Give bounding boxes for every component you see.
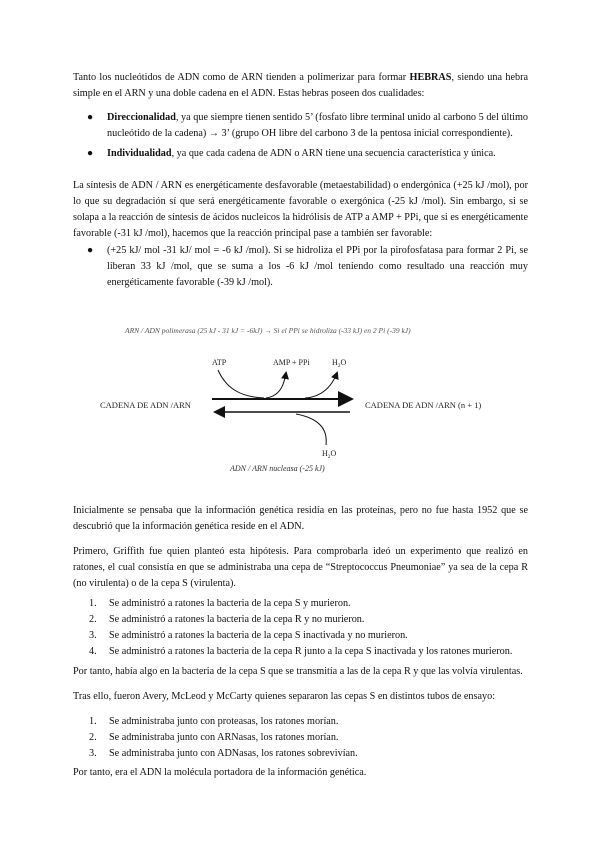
polymerase-nuclease-diagram [100, 318, 500, 478]
information-text: Inicialmente se pensaba que la información genética residía en las proteínas, pero no fue hasta 1952 que se descubrió que la información genética reside en el ADN. [73, 505, 528, 532]
step-number: 4. [89, 646, 97, 657]
intro-bold-word: HEBRAS [409, 72, 452, 83]
intro-text-after: , siendo una hebra simple en el ARN y una doble cadena en el ADN. Estas hebras poseen dos cualidades: [73, 72, 528, 99]
step-text: Se administraba junto con proteasas, los ratones morían. [109, 716, 339, 727]
atp-in-arrow [218, 370, 264, 398]
quality-text: , ya que siempre tienen sentido 5’ (fosfato libre terminal unido al carbono 5 del último nucleótido de la cadena) → 3’ (grupo OH libre del carbono 3 de la pentosa inicial correspondiente). [107, 112, 528, 139]
step-number: 2. [89, 614, 97, 625]
water-in-arrow [296, 414, 326, 445]
step-number: 3. [89, 748, 97, 759]
quality-text: , ya que cada cadena de ADN o ARN tiene una secuencia característica y única. [171, 148, 496, 159]
bullet-icon: ● [87, 148, 94, 159]
final-conclusion [73, 765, 528, 781]
griffith-paragraph [73, 544, 528, 592]
step-number: 3. [89, 630, 97, 641]
amp-ppi-label: AMP + PPi [273, 358, 310, 367]
list-item [73, 110, 528, 142]
energy-text: (+25 kJ/ mol -31 kJ/ mol = -6 kJ /mol). Si se hidroliza el PPi por la pirofosfatasa para formar 2 Pi, se liberan 33 kJ /mol, que se suma a los -6 kJ /mol teniendo como resultado una reacción muy energéticamente favorable (-39 kJ /mol). [107, 245, 528, 288]
atp-label: ATP [212, 358, 227, 367]
list-item [73, 746, 528, 762]
bullet-icon: ● [87, 245, 94, 256]
amp-out-arrow [266, 373, 286, 398]
list-item [73, 596, 528, 612]
step-text: Se administró a ratones la bacteria de la cepa S y murieron. [109, 598, 351, 609]
quality-title: Direccionalidad [107, 112, 176, 123]
step-text: Se administraba junto con ARNasas, los ratones morían. [109, 732, 339, 743]
water-top-label: $H_2O$ [332, 358, 347, 369]
intro-paragraph [73, 70, 528, 102]
list-item [73, 628, 528, 644]
left-chain-label: CADENA DE ADN /ARN [100, 400, 191, 410]
avery-paragraph [73, 689, 528, 705]
diagram-bottom-caption: ADN / ARN nucleasa (-25 kJ) [230, 464, 325, 473]
griffith-conclusion-text: Por tanto, había algo en la bacteria de la cepa S que se transmitía a las de la cepa R y que las volvía virulentas. [73, 666, 523, 677]
step-number: 1. [89, 598, 97, 609]
griffith-text: Primero, Griffith fue quien planteó esta hipótesis. Para comprobarla ideó un experimento que realizó en ratones, el cual consistía en que se administraba una cepa de “Streptococcus Pneumoniae” ya sea de la cepa R (no virulenta) o de la cepa S (virulenta). [73, 546, 528, 589]
avery-text: Tras ello, fueron Avery, McLeod y McCarty quienes separaron las cepas S en distintos tubos de ensayo: [73, 691, 496, 702]
synthesis-paragraph [73, 178, 528, 242]
list-item [73, 146, 528, 162]
step-text: Se administró a ratones la bacteria de la cepa R junto a la cepa S inactivada y los ratones murieron. [109, 646, 513, 657]
list-item [73, 714, 528, 730]
water-bottom-label: $H_2O$ [322, 449, 337, 460]
step-text: Se administró a ratones la bacteria de la cepa S inactivada y no murieron. [109, 630, 408, 641]
intro-text-before: Tanto los nucleótidos de ADN como de ARN tienden a polimerizar para formar [73, 72, 410, 83]
step-text: Se administró a ratones la bacteria de la cepa R y no murieron. [109, 614, 365, 625]
step-number: 2. [89, 732, 97, 743]
list-item [73, 730, 528, 746]
water-out-arrow [305, 373, 337, 398]
energy-list [73, 243, 528, 291]
step-number: 1. [89, 716, 97, 727]
griffith-steps-list [73, 596, 528, 660]
synthesis-text: La síntesis de ADN / ARN es energéticamente desfavorable (metaestabilidad) o endergónica (+25 kJ /mol), por lo que su degradación sí que será energéticamente favorable o exergónica (-25 kJ /mol). Sin embargo, si se solapa a la reacción de síntesis de ácidos nucleicos la hidrólisis de ATP a AMP + PPi, que si es energéticamente favorable (-31 kJ /mol), hacemos que la reacción principal pase a también ser favorable: [73, 180, 528, 239]
list-item [73, 612, 528, 628]
list-item [73, 644, 528, 660]
griffith-conclusion [73, 664, 528, 680]
step-text: Se administraba junto con ADNasas, los ratones sobrevivían. [109, 748, 358, 759]
quality-title: Individualidad [107, 148, 172, 159]
qualities-list [73, 110, 528, 162]
final-conclusion-text: Por tanto, era el ADN la molécula portadora de la información genética. [73, 767, 367, 778]
avery-steps-list [73, 714, 528, 762]
diagram-top-caption: ARN / ADN polimerasa (25 kJ - 31 kJ = -6kJ) → Si el PPi se hidroliza (-33 kJ) en 2 Pi (-39 kJ) [125, 326, 411, 335]
list-item [73, 243, 528, 291]
right-chain-label: CADENA DE ADN /ARN (n + 1) [365, 400, 482, 410]
bullet-icon: ● [87, 112, 94, 123]
information-paragraph [73, 503, 528, 535]
